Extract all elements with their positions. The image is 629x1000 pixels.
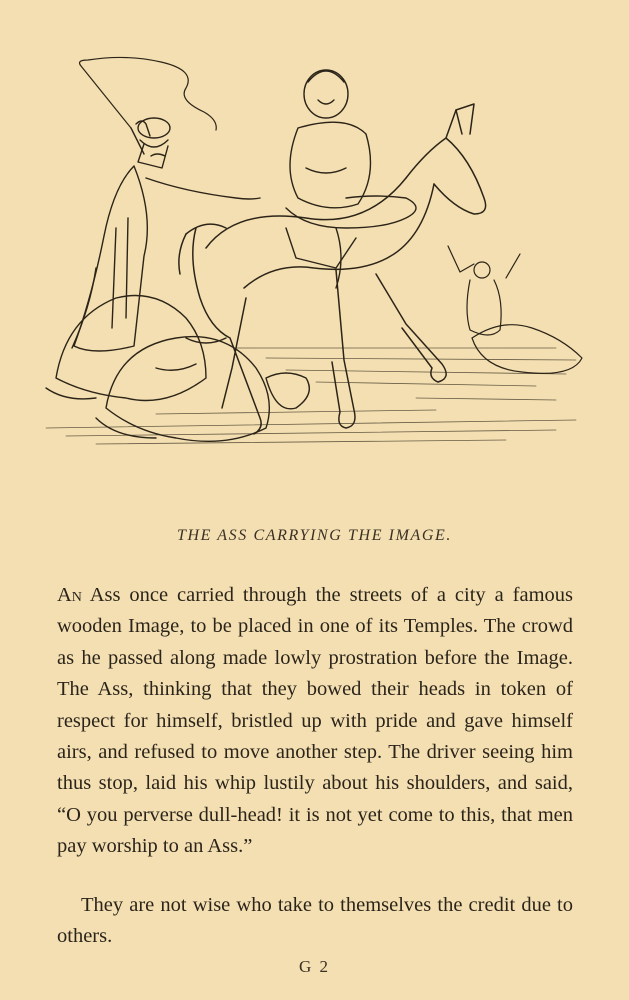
engraving-illustration: [36, 48, 588, 458]
driver-figure: [72, 118, 260, 351]
illustration-caption: THE ASS CARRYING THE IMAGE.: [176, 527, 453, 544]
distant-figures: [448, 246, 582, 373]
fable-moral: They are not wise who take to themselves the credit due to others.: [57, 894, 573, 948]
fable-paragraph: Ass once carried through the streets of a city a famous wooden Image, to be placed in one of its Temples. The crowd as he passed along made lowly prostration before the Image. The Ass, thinking that they bowed their heads in token of respect for himself, bristled up with pride and gave himself airs, and refused to move another step. The driver seeing him thus stop, laid his whip lustily about his shoulders, and said, “O you perverse dull-head! it is not yet come to this, that men pay worship to an Ass.”: [57, 584, 573, 858]
image-figure: [286, 70, 416, 288]
fable-lead-word: An: [57, 584, 82, 606]
engraving-drawing: [36, 48, 588, 458]
worshipper-figures: [46, 296, 309, 442]
page-signature-mark: G 2: [298, 957, 331, 976]
ground-hatching: [46, 348, 576, 444]
fable-text: [57, 580, 573, 863]
